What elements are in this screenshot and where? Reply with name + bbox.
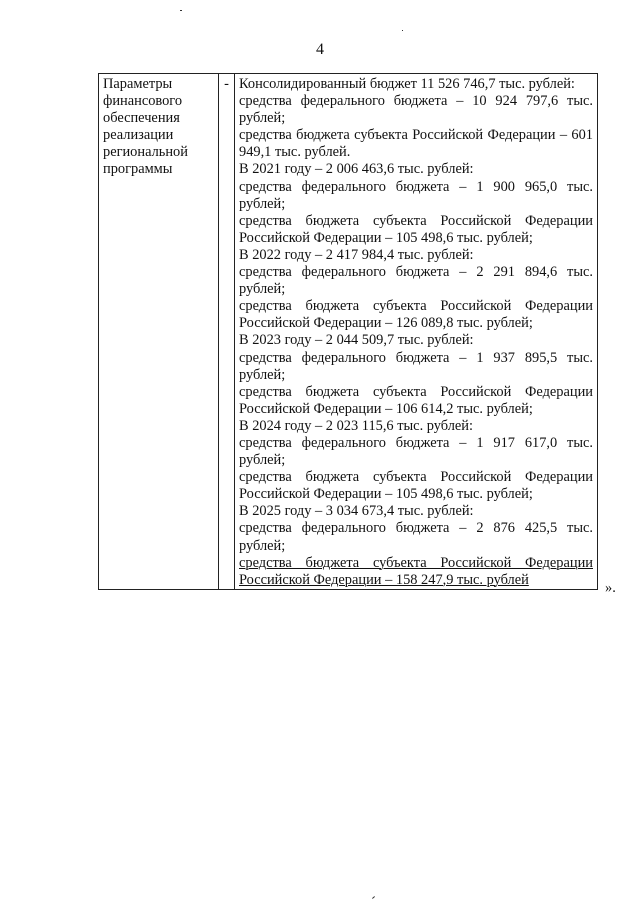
separator-cell: - (219, 74, 235, 590)
closing-quote-mark: ». (605, 580, 616, 596)
federal-budget-total-line: средства федерального бюджета – 10 924 797,6 тыс. рублей; (239, 93, 593, 127)
financing-details-cell (235, 74, 598, 590)
financing-parameters-table (98, 73, 598, 590)
parameter-label-line: региональной (103, 144, 188, 161)
year-2025-line: В 2025 году – 3 034 673,4 тыс. рублей: (239, 503, 474, 520)
year-2024-line: В 2024 году – 2 023 115,6 тыс. рублей: (239, 417, 474, 434)
scan-speck (180, 10, 182, 11)
parameter-label-cell (99, 74, 219, 590)
scan-speck (372, 896, 375, 899)
regional-budget-total-line: средства бюджета субъекта Российской Федерации – 601 949,1 тыс. рублей. (239, 127, 593, 161)
page-number: 4 (316, 41, 324, 58)
consolidated-budget-line: Консолидированный бюджет 11 526 746,7 тыс. рублей: (239, 76, 575, 92)
year-2023-line: В 2023 году – 2 044 509,7 тыс. рублей: (239, 332, 474, 349)
year-2024-regional-line: средства бюджета субъекта Российской Федерации Российской Федерации – 105 498,6 тыс. рублей; (239, 469, 593, 503)
year-2025-federal-line: средства федерального бюджета – 2 876 425,5 тыс. рублей; (239, 520, 593, 554)
year-2021-federal-line: средства федерального бюджета – 1 900 965,0 тыс. рублей; (239, 178, 593, 212)
year-2022-regional-line: средства бюджета субъекта Российской Федерации Российской Федерации – 126 089,8 тыс. рублей; (239, 298, 593, 332)
year-2024-federal-line: средства федерального бюджета – 1 917 617,0 тыс. рублей; (239, 434, 593, 469)
table-row (99, 74, 598, 590)
year-2021-line: В 2021 году – 2 006 463,6 тыс. рублей: (239, 161, 474, 178)
parameter-label-line: финансового (103, 93, 183, 110)
parameter-label-line: обеспечения (103, 110, 180, 127)
year-2025-regional-line: средства бюджета субъекта Российской Федерации Российской Федерации – 158 247,9 тыс. рублей (239, 554, 593, 588)
parameter-label-line: Параметры (103, 76, 173, 92)
year-2022-federal-line: средства федерального бюджета – 2 291 894,6 тыс. рублей; (239, 264, 593, 298)
scan-speck (402, 30, 403, 31)
year-2023-federal-line: средства федерального бюджета – 1 937 895,5 тыс. рублей; (239, 349, 593, 383)
year-2021-regional-line: средства бюджета субъекта Российской Федерации Российской Федерации – 105 498,6 тыс. рублей; (239, 212, 593, 246)
year-2023-regional-line: средства бюджета субъекта Российской Федерации Российской Федерации – 106 614,2 тыс. рублей; (239, 383, 593, 417)
parameter-label-line: реализации (103, 127, 174, 144)
year-2022-line: В 2022 году – 2 417 984,4 тыс. рублей: (239, 246, 474, 263)
parameter-label-line: программы (103, 161, 173, 178)
